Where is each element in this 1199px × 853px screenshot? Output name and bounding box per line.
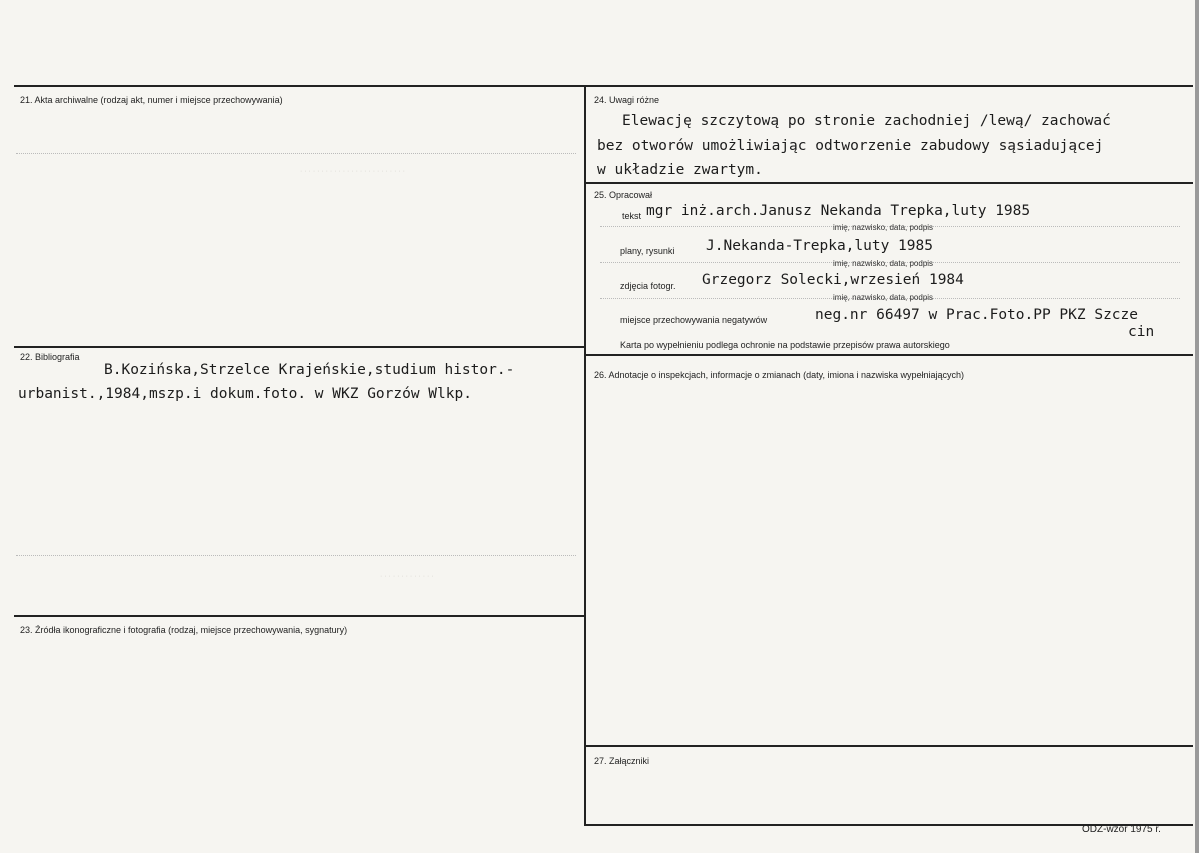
center-divider [584, 87, 586, 825]
tekst-value: mgr inż.arch.Janusz Nekanda Trepka,luty 1985 [646, 203, 1031, 219]
negatywy-continuation: cin [1128, 324, 1155, 340]
show-through-text: · · · · · · · · · · · · · [380, 573, 434, 580]
section-24-label: 24. Uwagi różne [594, 95, 660, 105]
zdjecia-value: Grzegorz Solecki,wrzesień 1984 [702, 272, 964, 288]
right-rule-26 [586, 354, 1193, 356]
section-26-label: 26. Adnotacje o inspekcjach, informacje o zmianach (daty, imiona i nazwiska wypełniających) [594, 370, 965, 380]
plany-caption: imię, nazwisko, data, podpis [833, 259, 934, 268]
show-through-text: · · · · · · · · · · · · · · · · · · · · · · · · · [300, 168, 405, 175]
section-27-label: 27. Załączniki [594, 756, 650, 766]
tekst-label: tekst [622, 211, 642, 221]
left-rule-23 [14, 615, 584, 617]
zdjecia-caption: imię, nazwisko, data, podpis [833, 293, 934, 302]
guide-line [16, 555, 576, 556]
negatywy-label: miejsce przechowywania negatywów [620, 315, 768, 325]
guide-line [16, 153, 576, 154]
plany-label: plany, rysunki [620, 246, 675, 256]
form-id: ODZ-wzór 1975 r. [1082, 824, 1161, 835]
card-edge [1195, 0, 1199, 853]
negatywy-value: neg.nr 66497 w Prac.Foto.PP PKZ Szcze [815, 307, 1139, 323]
right-rule-25 [586, 182, 1193, 184]
section-21-label: 21. Akta archiwalne (rodzaj akt, numer i miejsce przechowywania) [20, 95, 283, 105]
bibliography-line-2: urbanist.,1984,mszp.i dokum.foto. w WKZ Gorzów Wlkp. [18, 386, 472, 402]
zdjecia-label: zdjęcia fotogr. [620, 281, 676, 291]
tekst-caption: imię, nazwisko, data, podpis [833, 223, 934, 232]
section-22-label: 22. Bibliografia [20, 352, 80, 362]
left-rule-22 [14, 346, 584, 348]
remarks-line-2: bez otworów umożliwiając odtworzenie zabudowy sąsiadującej [597, 138, 1104, 154]
right-rule-27 [586, 745, 1193, 747]
section-25-label: 25. Opracował [594, 190, 653, 200]
remarks-line-1: Elewację szczytową po stronie zachodniej /lewą/ zachować [622, 113, 1111, 129]
section-23-label: 23. Źródła ikonograficzne i fotografia (rodzaj, miejsce przechowywania, sygnatury) [20, 625, 348, 635]
top-rule [14, 85, 1193, 87]
remarks-line-3: w układzie zwartym. [597, 162, 763, 178]
plany-value: J.Nekanda-Trepka,luty 1985 [706, 238, 933, 254]
bibliography-line-1: B.Kozińska,Strzelce Krajeńskie,studium histor.- [104, 362, 515, 378]
copyright-note: Karta po wypełnieniu podlega ochronie na podstawie przepisów prawa autorskiego [620, 340, 950, 350]
